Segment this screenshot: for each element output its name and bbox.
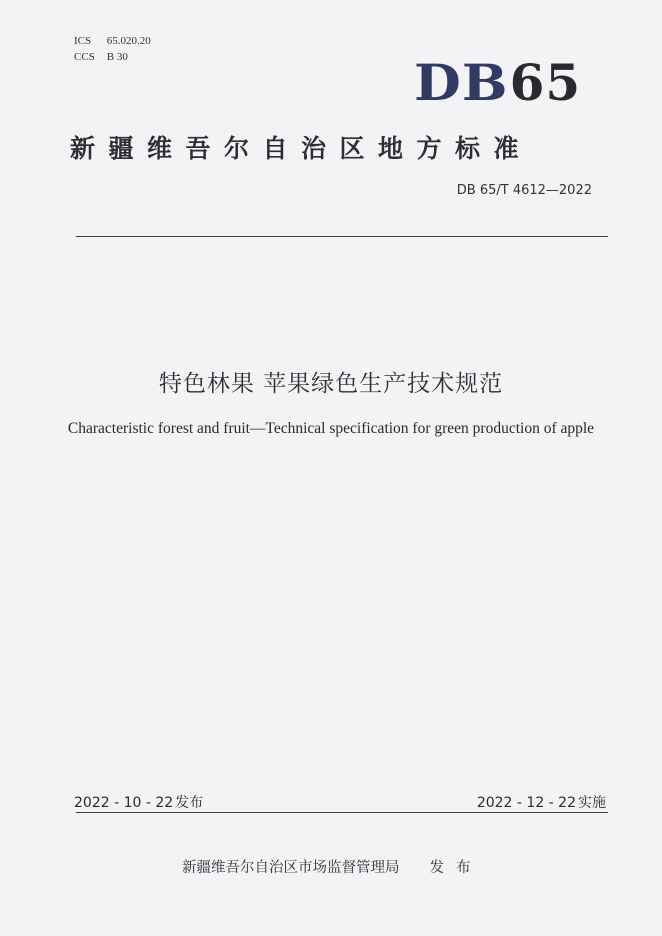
title-chinese: 特色林果 苹果绿色生产技术规范	[158, 371, 504, 397]
issue-date-value: 2022 - 10 - 22	[74, 795, 174, 811]
title-english: Characteristic forest and fruit—Technical specification for green production of apple	[67, 420, 595, 437]
ccs-label: CCS	[74, 51, 95, 63]
logo-prefix: DB	[414, 53, 509, 112]
implementation-date	[477, 792, 606, 812]
standard-number: DB 65/T 4612—2022	[456, 183, 592, 198]
db65-logo	[414, 53, 582, 112]
implementation-date-value: 2022 - 12 - 22	[476, 795, 576, 811]
ics-label: ICS	[74, 35, 92, 47]
issue-date	[74, 792, 203, 812]
issuer-name: 新疆维吾尔自治区市场监督管理局	[182, 860, 400, 876]
ccs-value: B 30	[106, 51, 128, 63]
standard-category: 新疆维吾尔自治区地方标准	[70, 134, 533, 163]
logo-number: 65	[509, 53, 582, 112]
header-divider	[76, 236, 608, 237]
ics-code	[74, 33, 151, 49]
classification-codes	[74, 33, 151, 65]
issue-label: 发布	[175, 795, 204, 811]
issuing-authority	[182, 856, 483, 877]
implementation-label: 实施	[578, 795, 606, 811]
ics-value: 65.020.20	[106, 35, 151, 47]
ccs-code	[74, 49, 151, 65]
footer-divider	[76, 812, 608, 813]
issuer-verb: 发布	[429, 860, 483, 876]
